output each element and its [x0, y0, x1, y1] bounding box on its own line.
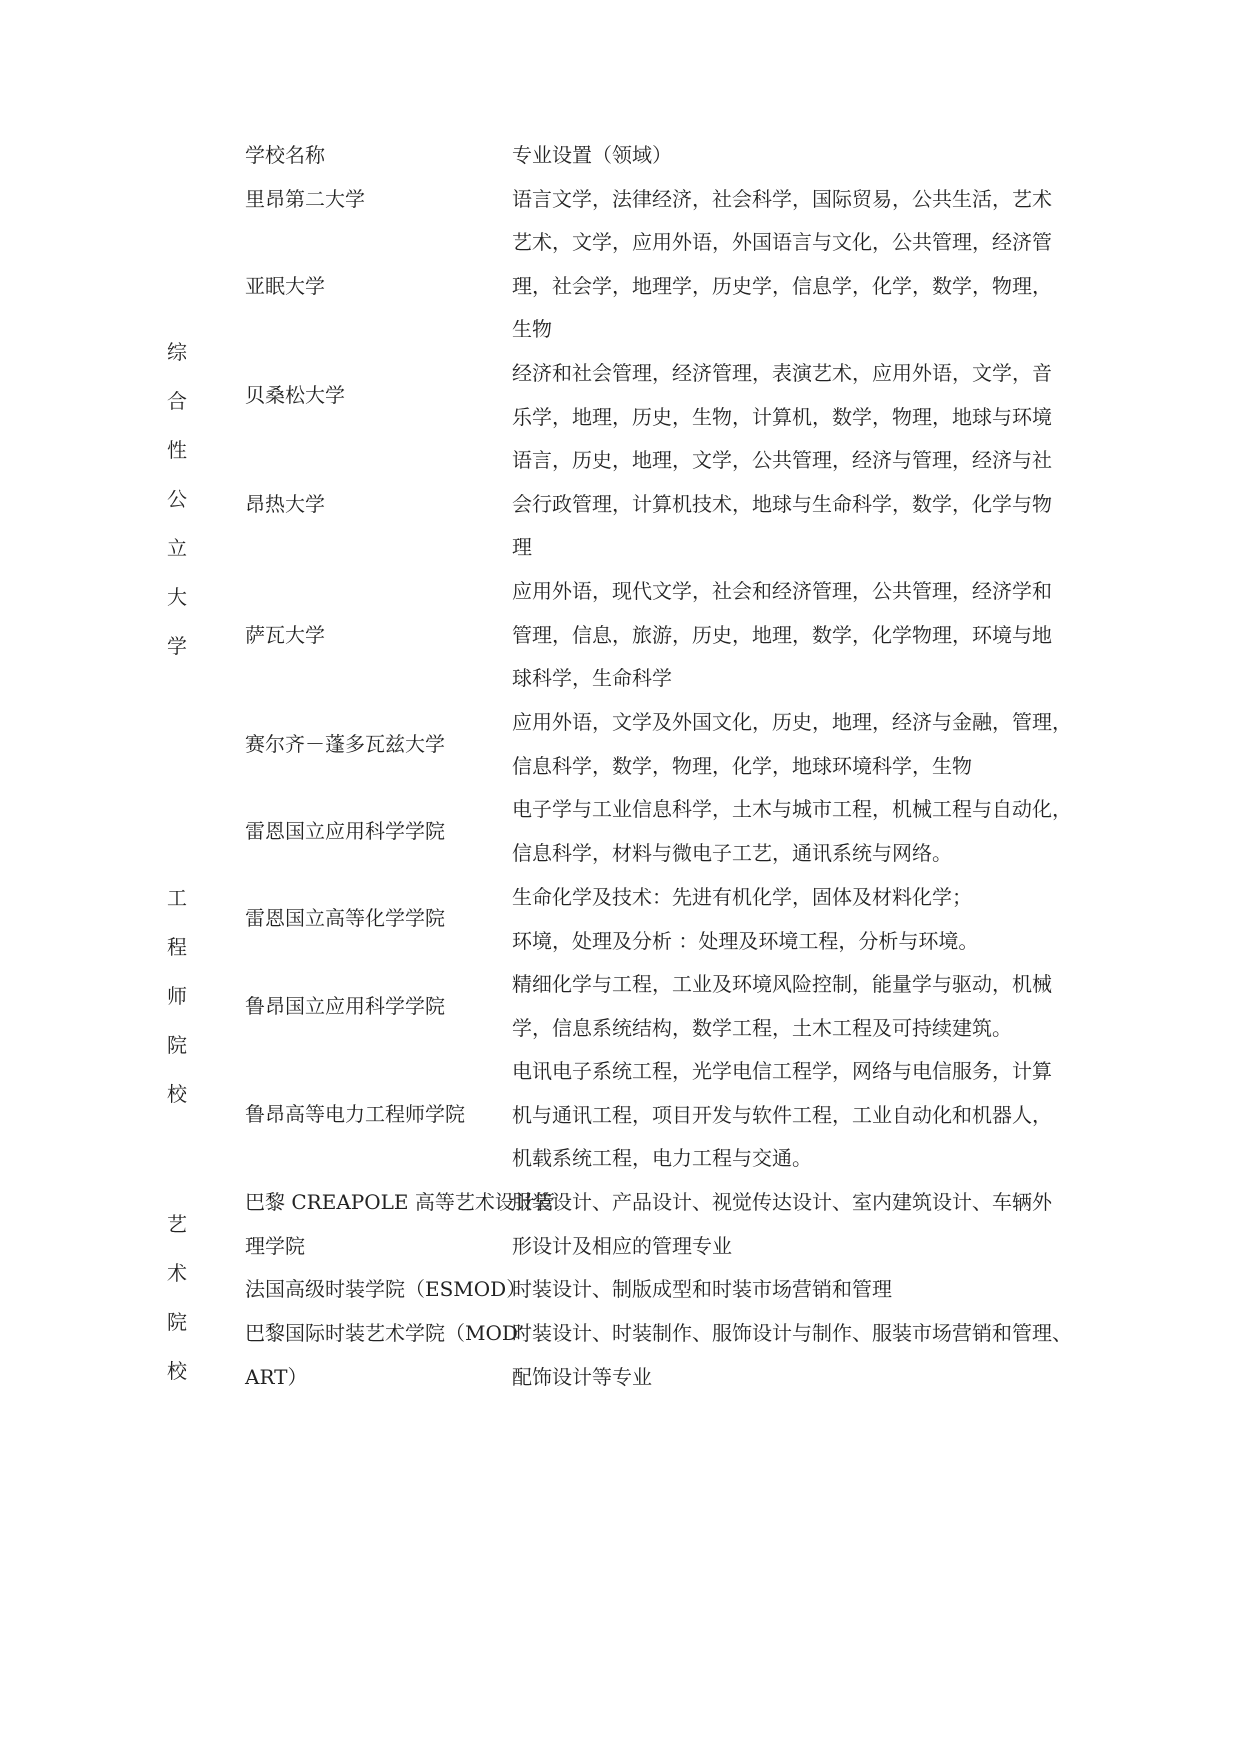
school-name: 昂热大学: [245, 492, 325, 516]
category-label-engineering-school: 工 程 师 院 校: [167, 886, 187, 1106]
school-name: 贝桑松大学: [245, 383, 345, 407]
school-name: 里昂第二大学: [245, 187, 365, 211]
school-name: 鲁昂高等电力工程师学院: [245, 1102, 465, 1126]
header-major-fields: 专业设置（领域）: [512, 143, 672, 167]
school-majors: 时装设计、制版成型和时装市场营销和管理: [512, 1277, 892, 1301]
school-name: 鲁昂国立应用科学学院: [245, 994, 445, 1018]
school-majors: 语言文学，法律经济，社会科学，国际贸易，公共生活，艺术: [512, 187, 1052, 211]
school-name: 赛尔齐－蓬多瓦兹大学: [245, 732, 445, 756]
document-page: 学校名称 专业设置（领域） 综 合 性 公 立 大 学 工 程 师 院 校 艺 术 院 校 里昂第二大学 语言文学，法律经济，社会科学，国际贸易，公共生活，艺术 亚眠大学 艺术，文学，应用外语，外国语言与文化，公共管理，经济管 理，社会学，地理学，历史学，信息学，化学，数学，物理， 生物 贝桑松大学 经济和社会管理，经济管理，表演艺术，应用外语，文学，音 乐学，地理，历史，生物，计算机，数学，物理，地球与环境 昂热大学 语言，历史，地理，文学，公共管理，经济与管理，经济与社 会行政管理，计算机技术，地球与生命科学，数学，化学与物 理 萨瓦大学 应用外语，现代文学，社会和经济管理，公共管理，经济学和 管理，信息，旅游，历史，地理，数学，化学物理，环境与地 球科学，生命科学 赛尔齐－蓬多瓦兹大学 应用外语，文学及外国文化，历史，地理，经济与金融，管理， 信息科学，数学，物理，化学，地球环境科学，生物 雷恩国立应用科学学院 电子学与工业信息科学，土木与城市工程，机械工程与自动化， 信息科学，材料与微电子工艺，通讯系统与网络。 雷恩国立高等化学学院 生命化学及技术：先进有机化学，固体及材料化学； 环境，处理及分析 ：处理及环境工程，分析与环境。 鲁昂国立应用科学学院 精细化学与工程，工业及环境风险控制，能量学与驱动，机械 学，信息系统结构，数学工程，土木工程及可持续建筑。 鲁昂高等电力工程师学院 电讯电子系统工程，光学电信工程学，网络与电信服务，计算 机与通讯工程，项目开发与软件工程，工业自动化和机器人， 机载系统工程，电力工程与交通。 巴黎 CREAPOLE 高等艺术设计管 理学院 服装设计、产品设计、视觉传达设计、室内建筑设计、车辆外 形设计及相应的管理专业 法国高级时装学院（ESMOD） 时装设计、制版成型和时装市场营销和管理 巴黎国际时装艺术学院（MOD’ ART） 时装设计、时装制作、服饰设计与制作、服装市场营销和管理、 配饰设计等专业: [0, 0, 1241, 1754]
category-label-art-school: 艺 术 院 校: [167, 1212, 187, 1383]
school-name: 萨瓦大学: [245, 623, 325, 647]
school-name: 法国高级时装学院（ESMOD）: [245, 1277, 527, 1301]
school-name: 雷恩国立高等化学学院: [245, 906, 445, 930]
school-name: 亚眠大学: [245, 274, 325, 298]
header-school-name: 学校名称: [245, 143, 325, 167]
category-label-public-university: 综 合 性 公 立 大 学: [167, 340, 187, 658]
school-name: 雷恩国立应用科学学院: [245, 819, 445, 843]
